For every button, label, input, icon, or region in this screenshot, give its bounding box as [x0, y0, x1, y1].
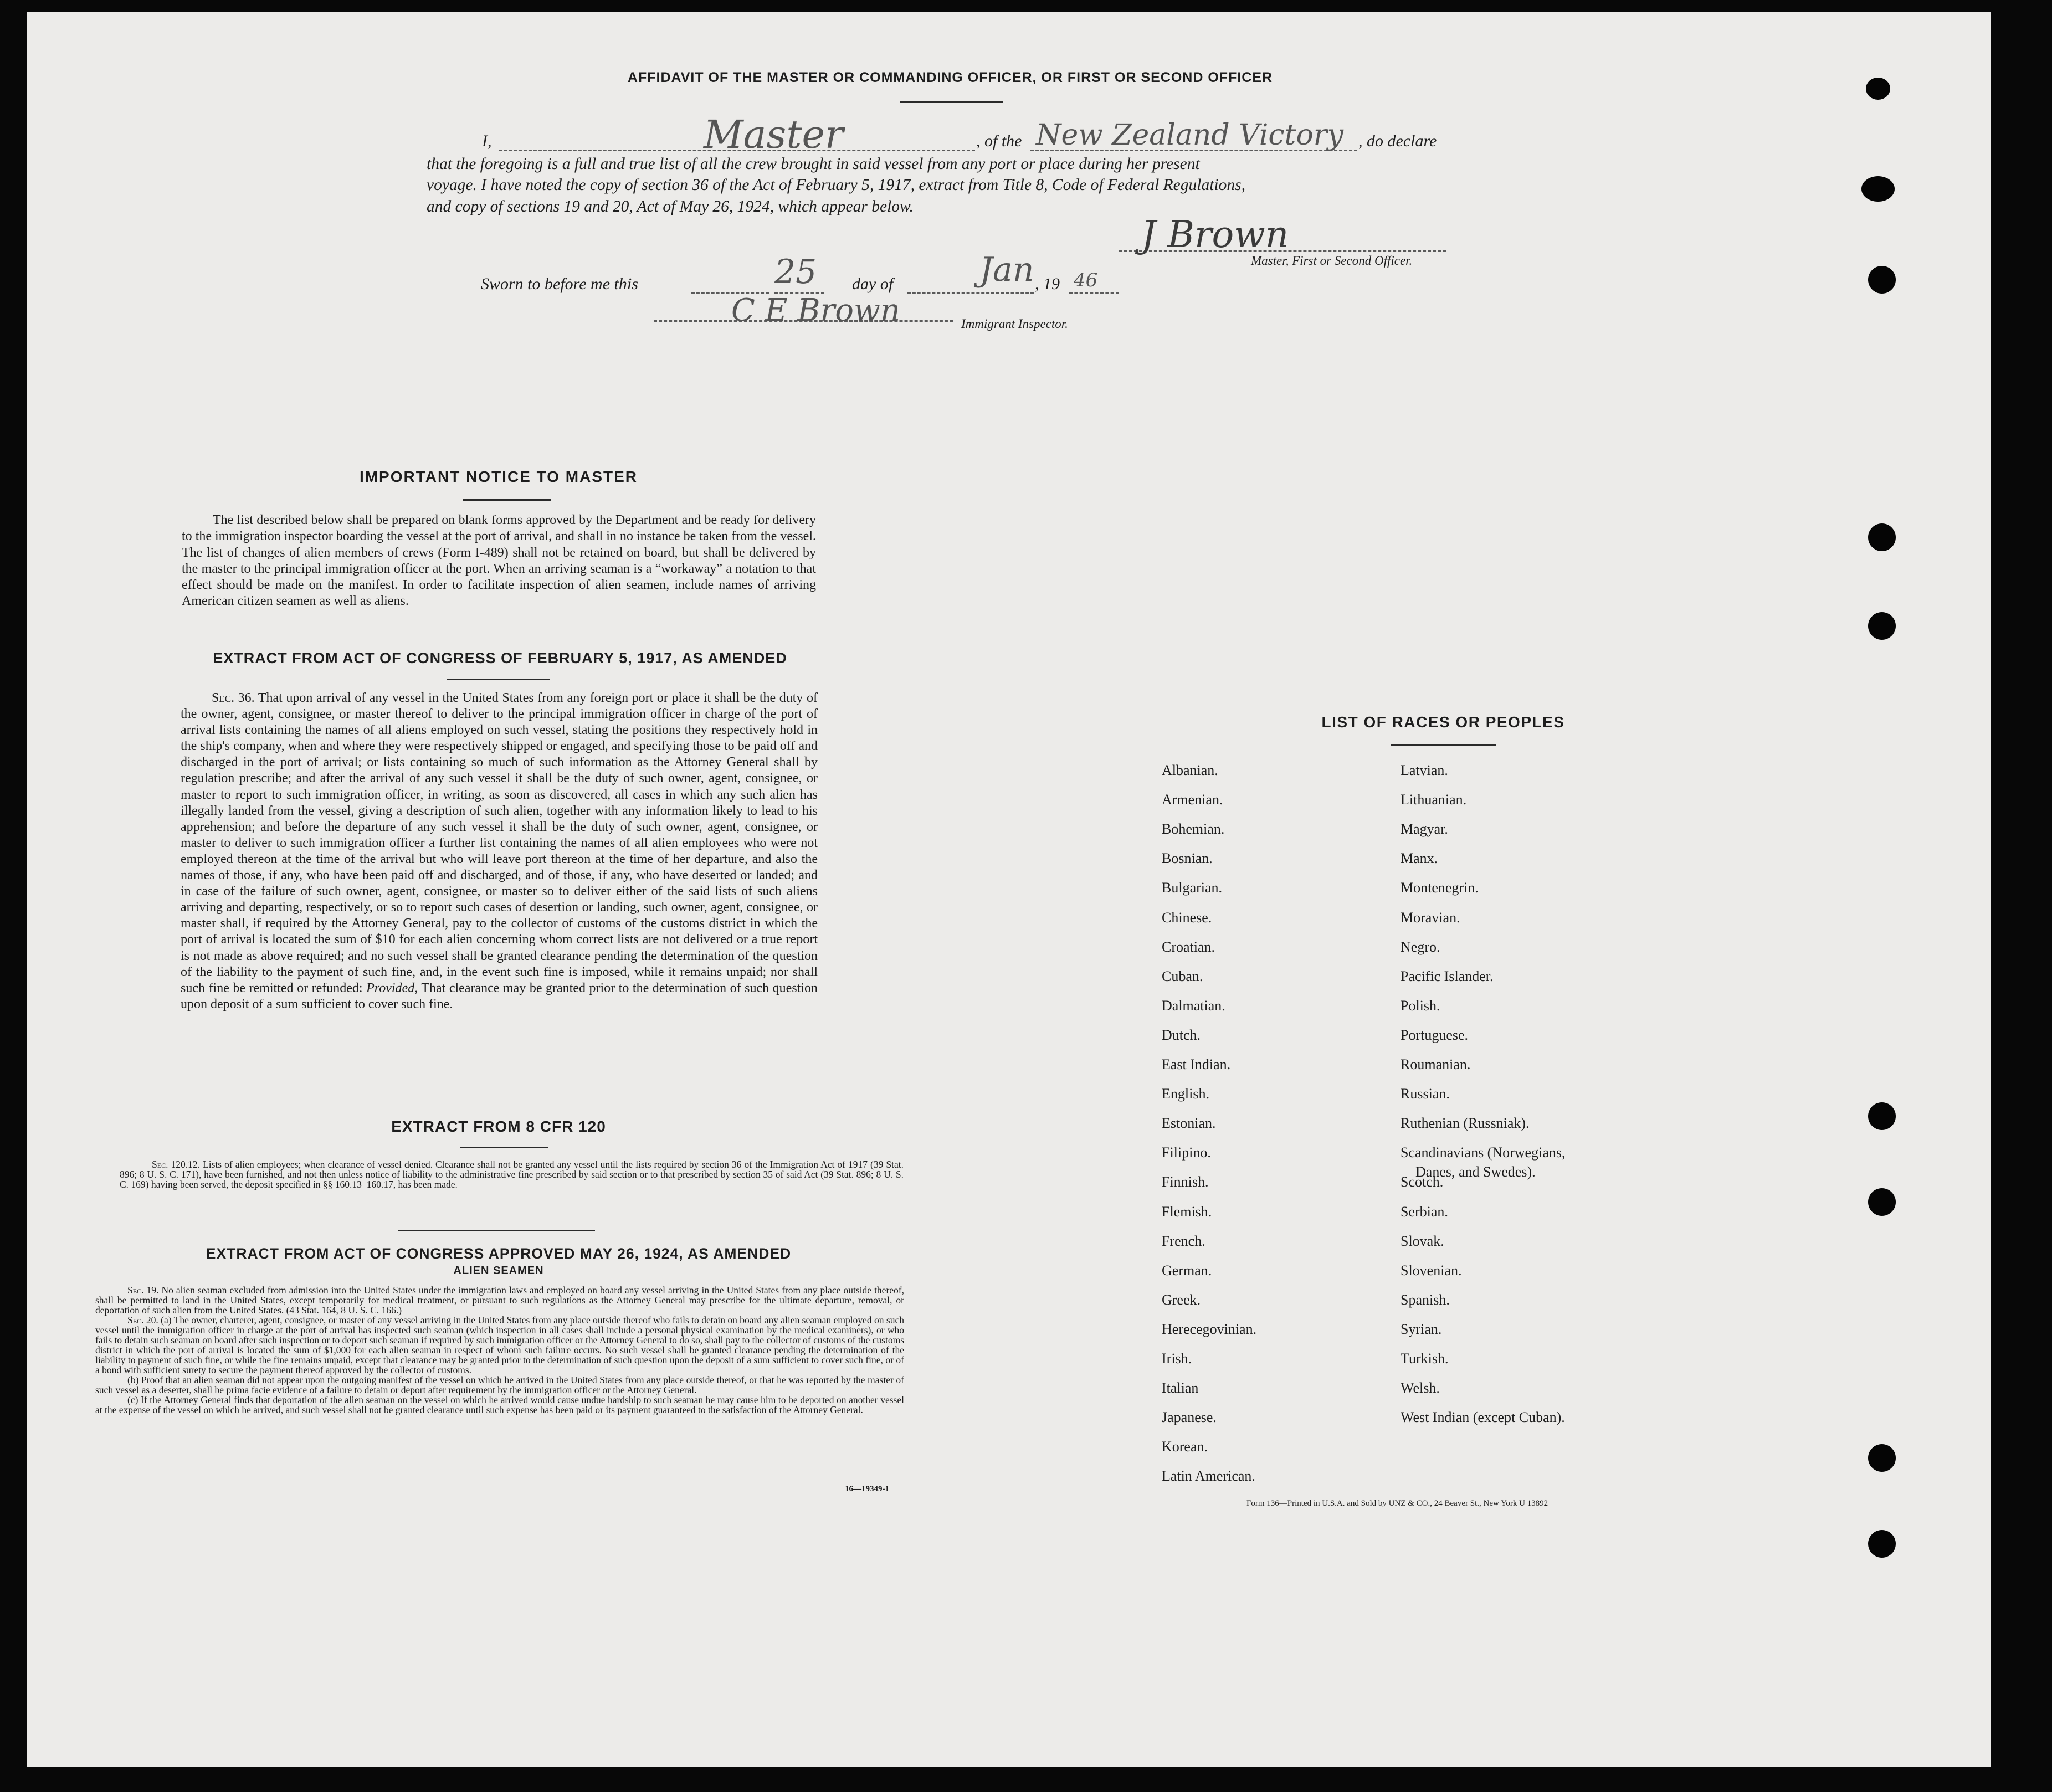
proviso-text: That clearance may be granted prior to the determination of such question upon deposit of a sum sufficient to cover such fine. — [181, 980, 818, 1011]
inspector-caption: Immigrant Inspector. — [961, 317, 1068, 331]
of-the-label: , of the — [976, 132, 1022, 150]
race-item: Cuban. — [1162, 968, 1203, 984]
day-handwriting: 25 — [774, 253, 817, 291]
race-item: Scotch. — [1401, 1174, 1444, 1190]
sec-20b-text: (b) Proof that an alien seaman did not appear upon the outgoing manifest of the vessel on which he arrived in the United States from any place outside thereof, or that he was reported by the master of such vessel as a deserter, shall be prima facie evidence of a failure to detain or deport after requirement by the immigration officer or the Attorney General. — [95, 1374, 904, 1395]
sec-19-text: No alien seaman excluded from admission into the United States under the immigration laws and employed on board any vessel arriving in the United States from any place outside thereof, shall be permitted to land in the United States, except temporarily for medical treatment, or pursuant to such regulations as the Attorney General may prescribe for the ultimate departure, removal, or deportation of such alien from the United States. (43 Stat. 164, 8 U. S. C. 166.) — [95, 1285, 904, 1316]
race-item: Ruthenian (Russniak). — [1401, 1115, 1530, 1132]
proviso-label: Provided, — [366, 980, 418, 995]
race-item: Dutch. — [1162, 1026, 1201, 1043]
race-item: Portuguese. — [1401, 1026, 1469, 1043]
year-handwriting: 46 — [1074, 269, 1098, 291]
race-item: Italian — [1162, 1380, 1199, 1396]
month-field-line — [907, 292, 1034, 294]
race-item: Serbian. — [1401, 1203, 1448, 1220]
race-item: Irish. — [1162, 1351, 1192, 1367]
extract-1924-subtitle: ALIEN SEAMEN — [453, 1265, 544, 1277]
affidavit-title: AFFIDAVIT OF THE MASTER OR COMMANDING OFFICER, OR FIRST OR SECOND OFFICER — [627, 70, 1273, 85]
race-item: Filipino. — [1162, 1144, 1211, 1161]
race-item: Syrian. — [1401, 1321, 1442, 1337]
race-item: German. — [1162, 1262, 1212, 1278]
sec-20-label: Sec. 20. — [127, 1315, 158, 1326]
race-item: Korean. — [1162, 1439, 1208, 1455]
races-title: LIST OF RACES OR PEOPLES — [1321, 713, 1565, 731]
cfr-title: EXTRACT FROM 8 CFR 120 — [391, 1118, 606, 1135]
notice-text: The list described below shall be prepared on blank forms approved by the Department and be ready for delivery to the immigration inspector boarding the vessel at the port of arrival, and shall in no instance be taken from the vessel. The list of changes of alien members of crews (Form I-489) shall not be retained on board, but shall be delivered by the master to the principal immigration officer at the port. When an arriving seaman is a “workaway” a notation to that effect should be made on the manifest. In order to facilitate inspection of alien seamen, include names of arriving American citizen seamen as well as aliens. — [182, 513, 816, 609]
extract-1924-body — [95, 1285, 904, 1415]
race-item: Slovenian. — [1401, 1262, 1462, 1278]
binder-hole — [1868, 1102, 1896, 1130]
sec-19-label: Sec. 19. — [127, 1285, 159, 1296]
race-item: Bohemian. — [1162, 821, 1225, 838]
extract-1924-top-divider — [398, 1230, 595, 1231]
binder-hole — [1868, 523, 1896, 551]
name-handwriting: Master — [704, 112, 844, 157]
month-handwriting: Jan — [979, 250, 1034, 289]
race-item: Armenian. — [1162, 792, 1223, 808]
race-item: Albanian. — [1162, 762, 1218, 778]
binder-hole — [1866, 78, 1890, 100]
race-item: Herecegovinian. — [1162, 1321, 1257, 1337]
race-scandinavians-continued: Danes, and Swedes). — [1415, 1164, 1536, 1180]
race-item: Pacific Islander. — [1401, 968, 1494, 984]
race-item: Japanese. — [1162, 1409, 1217, 1426]
races-divider — [1391, 744, 1496, 746]
race-item: Bosnian. — [1162, 850, 1213, 867]
race-item: Scandinavians (Norwegians, — [1401, 1144, 1566, 1161]
i-label: I, — [482, 132, 492, 150]
race-item: Montenegrin. — [1401, 880, 1479, 896]
affidavit-line-4: and copy of sections 19 and 20, Act of May 26, 1924, which appear below. — [427, 198, 914, 215]
form-code: 16—19349-1 — [845, 1485, 889, 1493]
sec-120-text: Lists of alien employees; when clearance of vessel denied. Clearance shall not be granted any vessel until the lists required by section 36 of the Immigration Act of 1917 (39 Stat. 896; 8 U. S. C. 171), have been furnished, and not then unless notice of liability to the administrative fine prescribed by said section or to that prescribed by section 35 of said Act (39 Stat. 896; 8 U. S. C. 169) having been served, the deposit specified in §§ 160.13–160.17, has been made. — [120, 1159, 904, 1190]
race-item: Latvian. — [1401, 762, 1448, 778]
race-item: Greek. — [1162, 1291, 1201, 1308]
binder-hole — [1868, 1530, 1896, 1558]
binder-hole — [1868, 1188, 1896, 1216]
binder-hole — [1868, 612, 1896, 640]
printer-footer: Form 136—Printed in U.S.A. and Sold by UNZ & CO., 24 Beaver St., New York U 13892 — [1246, 1499, 1548, 1508]
sworn-label: Sworn to before me this — [481, 275, 638, 293]
affidavit-divider — [900, 101, 1003, 103]
sec-20a-text: (a) The owner, charterer, agent, consignee, or master of any vessel arriving in the United States from any place outside thereof who fails to detain on board any alien seaman employed on such vessel until the immigration officer in charge at the port of arrival has inspected such seaman (which inspection in all cases shall include a personal physical examination by the medical examiners), or who fails to detain such seaman on board after such inspection or to deport such seaman if required by such immigration officer or the Attorney General to do so, shall pay to the collector of customs of the customs district in which the port of arrival is located the sum of $1,000 for each alien seaman in respect of whom such failure occurs. No such vessel shall be granted clearance pending the determination of the liability to payment of such fine, or while the fine remains unpaid, except that clearance may be granted prior to the determination of such question upon the deposit of a sum sufficient to cover such fine, or of a bond with sufficient surety to secure the payment thereof approved by the collector of customs. — [95, 1315, 904, 1375]
race-item: English. — [1162, 1086, 1209, 1102]
race-item: Moravian. — [1401, 909, 1460, 926]
race-item: Slovak. — [1401, 1233, 1444, 1249]
extract-1917-title: EXTRACT FROM ACT OF CONGRESS OF FEBRUARY 5, 1917, AS AMENDED — [213, 650, 787, 666]
race-item: East Indian. — [1162, 1056, 1231, 1072]
extract-1924-title: EXTRACT FROM ACT OF CONGRESS APPROVED MAY 26, 1924, AS AMENDED — [206, 1245, 792, 1262]
binder-hole — [1868, 1444, 1896, 1472]
cfr-divider — [460, 1147, 548, 1148]
binder-hole — [1868, 266, 1896, 294]
year-prefix-label: , 19 — [1035, 275, 1060, 293]
sec-36-text: That upon arrival of any vessel in the United States from any foreign port or place it shall be the duty of the owner, agent, consignee, or master thereof to deliver to the principal immigration officer in charge of the port of arrival lists containing the names of all aliens employed on such vessel, stating the positions they respectively hold in the ship's company, when and where they were respectively shipped or engaged, and specifying those to be paid off and discharged in the port of arrival; or lists containing so much of such information as the Attorney General shall by regulation prescribe; and after the arrival of any such vessel it shall be the duty of such owner, agent, consignee, or master to report to such immigration officer, in writing, as soon as discovered, all cases in which any such alien has illegally landed from the vessel, giving a description of such alien, together with any information likely to lead to his apprehension; and before the departure of any such vessel it shall be the duty of such owner, agent, consignee, or master to deliver to such immigration officer a further list containing the names of all alien employees who were not employed thereon at the time of the arrival but who will leave port thereon at the time of her departure, and also the names of those, if any, who have been paid off and discharged, and of those, if any, who have deserted or landed; and in case of the failure of such owner, agent, consignee, or master so to deliver either of the said lists of such aliens arriving and departing, respectively, or so to report such cases of desertion or landing, such owner, agent, consignee, or master shall, if required by the Attorney General, pay to the collector of customs of the customs district in which the port of arrival is located the sum of $10 for each alien concerning whom correct lists are not delivered or a true report is not made as above required; and no such vessel shall be granted clearance pending the determination of the question of the liability to the payment of such fine, and, in the event such fine is imposed, while it remains unpaid; nor shall such fine be remitted or refunded: — [181, 691, 818, 995]
cfr-body — [120, 1159, 904, 1189]
race-item: Croatian. — [1162, 938, 1215, 955]
vessel-handwriting: New Zealand Victory — [1036, 119, 1343, 152]
notice-divider — [463, 499, 551, 501]
race-item: Estonian. — [1162, 1115, 1216, 1132]
notice-body — [182, 512, 816, 610]
race-item: Welsh. — [1401, 1380, 1440, 1396]
day-of-label: day of — [852, 275, 894, 293]
race-item: Russian. — [1401, 1086, 1450, 1102]
sec-36-label: Sec. 36. — [212, 691, 255, 705]
race-item: Lithuanian. — [1401, 792, 1467, 808]
signature-caption: Master, First or Second Officer. — [1251, 254, 1413, 268]
race-item: Finnish. — [1162, 1174, 1209, 1190]
race-item: Dalmatian. — [1162, 997, 1225, 1014]
race-item: Bulgarian. — [1162, 880, 1223, 896]
race-item: Polish. — [1401, 997, 1440, 1014]
binder-hole — [1861, 176, 1895, 202]
affidavit-line-3: voyage. I have noted the copy of section 36 of the Act of February 5, 1917, extract from Title 8, Code of Federal Regulations, — [427, 176, 1245, 194]
race-item: Roumanian. — [1401, 1056, 1471, 1072]
year-field-line — [1069, 292, 1119, 294]
master-signature: J Brown — [1141, 213, 1289, 256]
race-item: Turkish. — [1401, 1351, 1449, 1367]
extract-1917-divider — [447, 679, 550, 680]
do-declare-label: , do declare — [1358, 132, 1437, 150]
race-item: Manx. — [1401, 850, 1438, 867]
race-item: French. — [1162, 1233, 1205, 1249]
inspector-signature: C E Brown — [731, 292, 900, 328]
race-item: Chinese. — [1162, 909, 1212, 926]
extract-1917-body — [181, 690, 818, 1013]
race-item: Latin American. — [1162, 1468, 1255, 1485]
race-item: Magyar. — [1401, 821, 1448, 838]
affidavit-line-2: that the foregoing is a full and true list of all the crew brought in said vessel from any port or place during her present — [427, 155, 1200, 173]
race-item: West Indian (except Cuban). — [1401, 1409, 1565, 1426]
race-item: Spanish. — [1401, 1291, 1450, 1308]
race-item: Negro. — [1401, 938, 1440, 955]
sec-20c-text: (c) If the Attorney General finds that deportation of the alien seaman on the vessel on which he arrived would cause undue hardship to such seaman he may cause him to be deported on another vessel at the expense of the vessel on which he arrived, and such vessel shall not be granted clearance until such expense has been paid or its payment guaranteed to the satisfaction of the Attorney General. — [95, 1394, 904, 1415]
notice-title: IMPORTANT NOTICE TO MASTER — [359, 468, 638, 485]
race-item: Flemish. — [1162, 1203, 1212, 1220]
sec-120-label: Sec. 120.12. — [152, 1159, 200, 1170]
